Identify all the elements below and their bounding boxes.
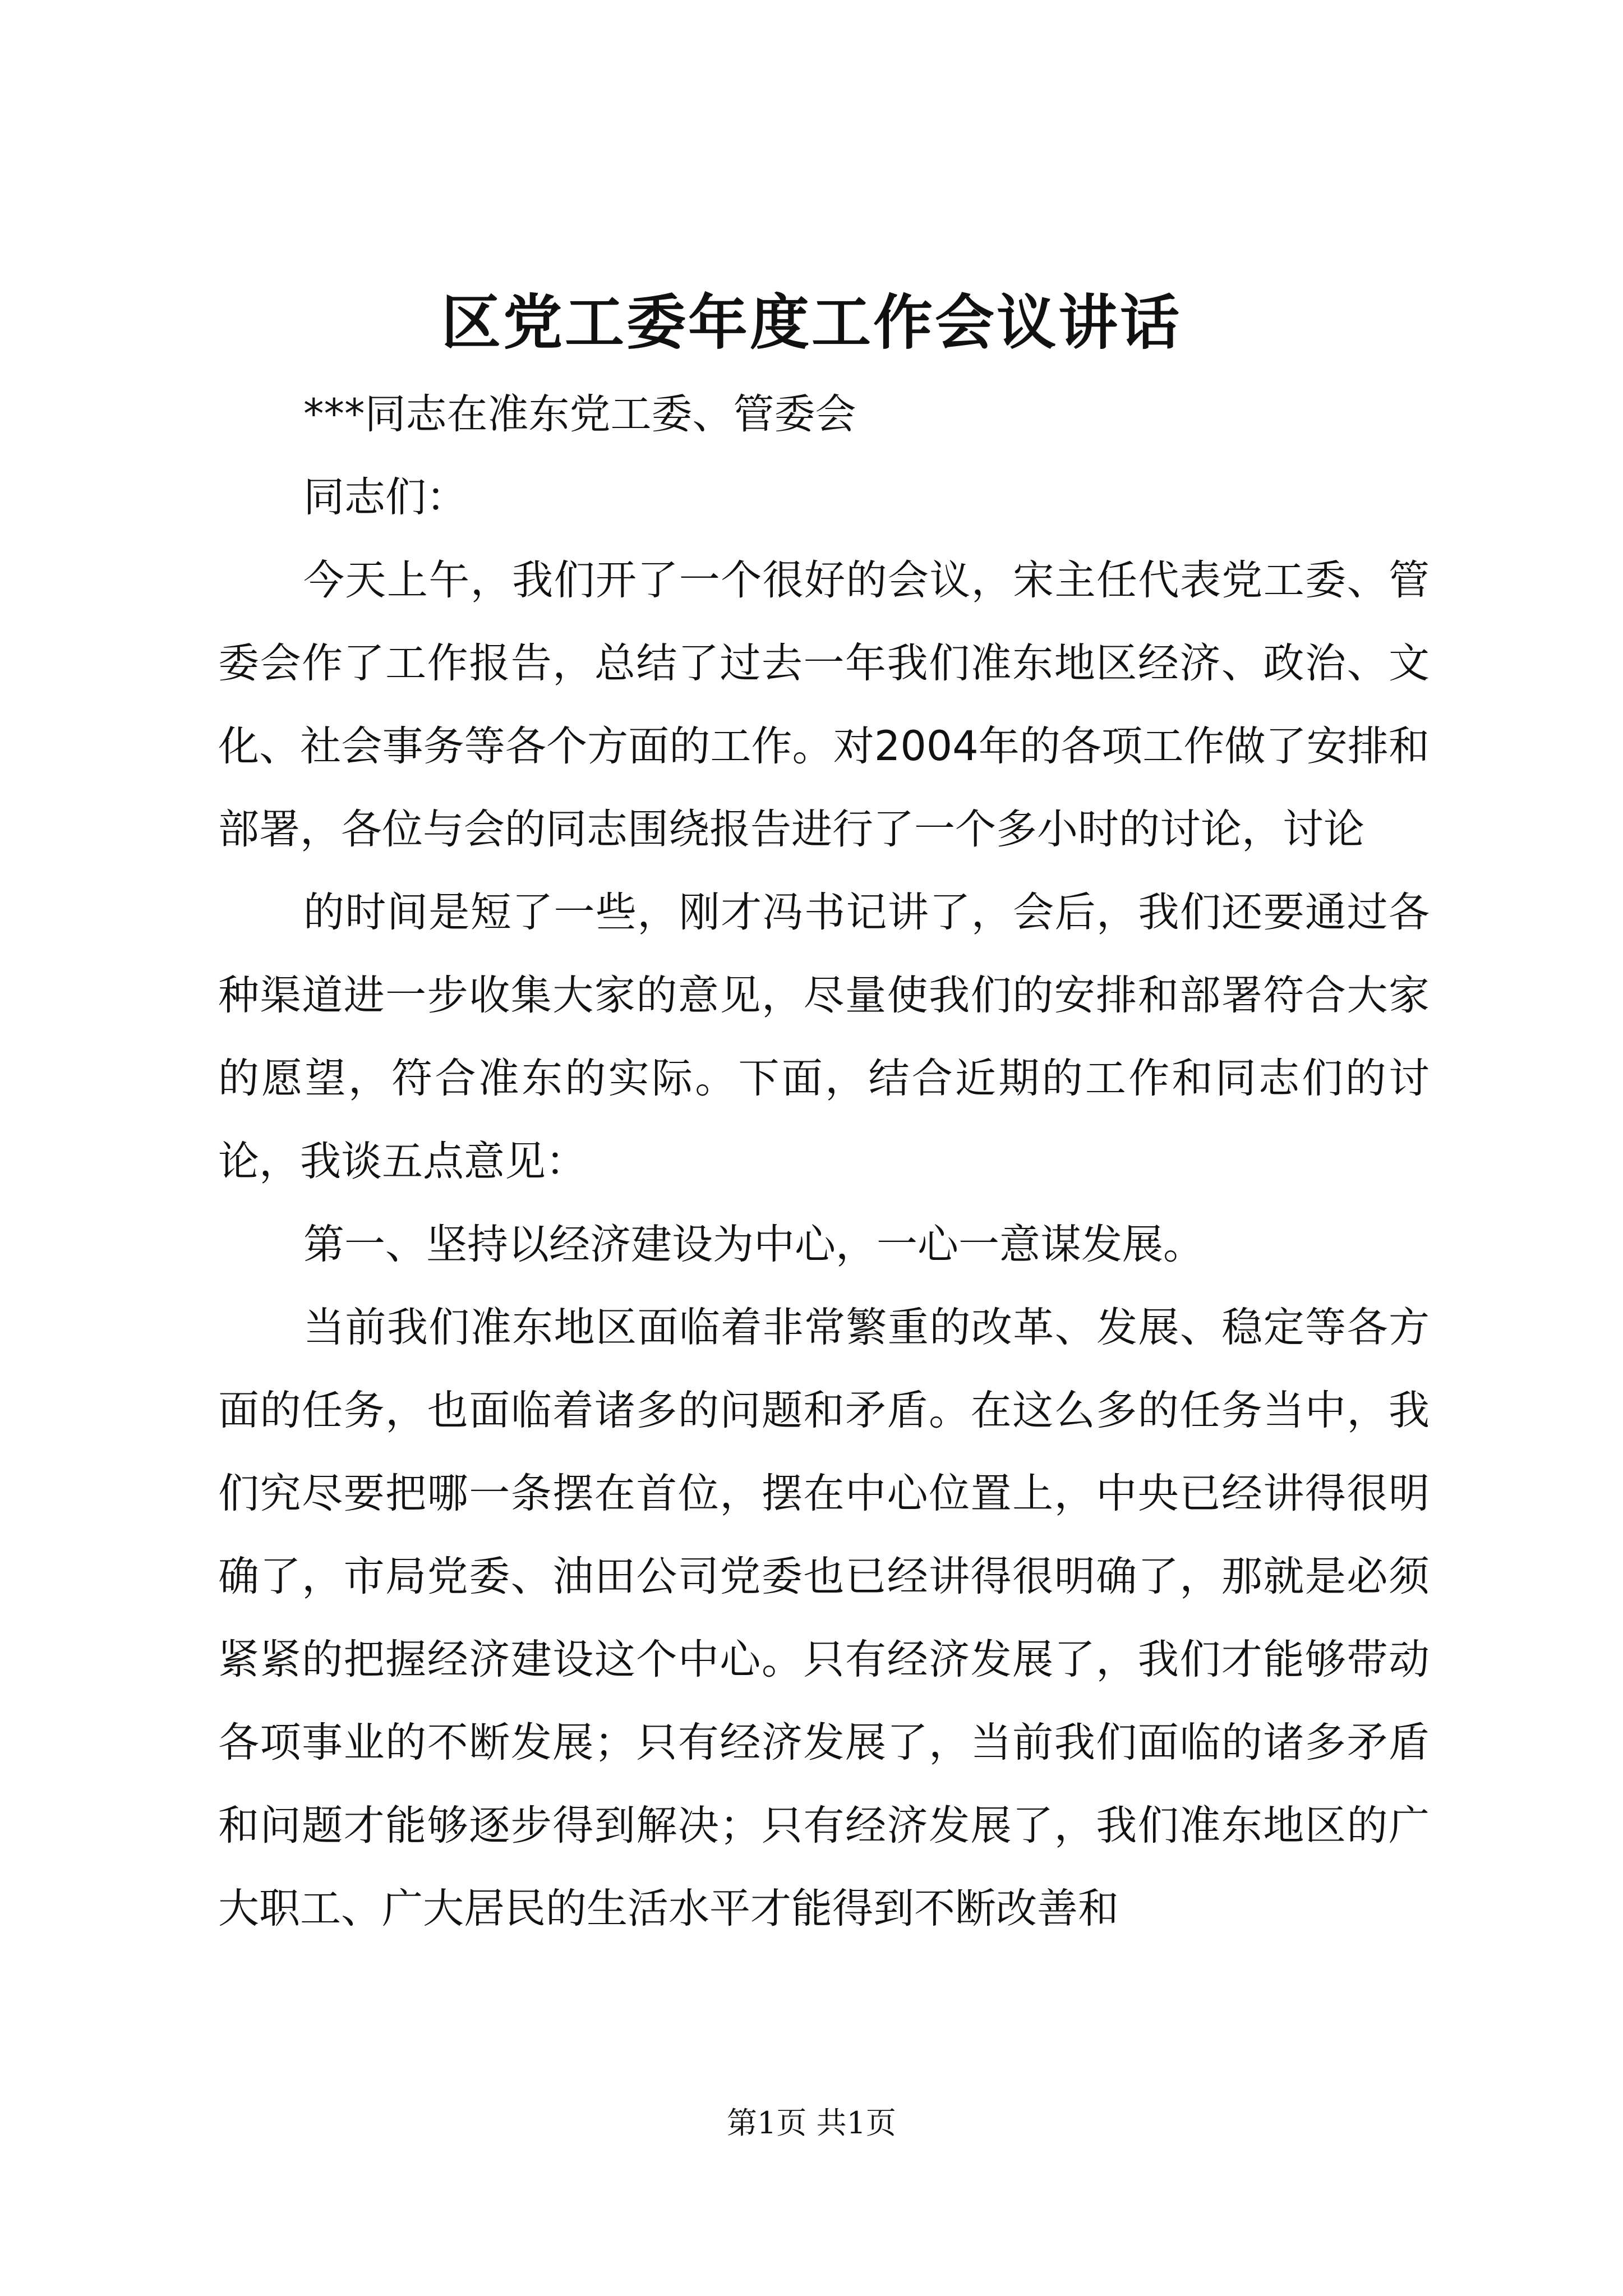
- section-heading: 第一、坚持以经济建设为中心，一心一意谋发展。: [303, 1221, 1204, 1268]
- body-paragraph: 今天上午，我们开了一个很好的会议，宋主任代表党工委、管委会作了工作报告，总结了过去一年我们准东地区经济、政治、文化、社会事务等各个方面的工作。对2004年的各项工作做了安排和部署，各位与会的同志围绕报告进行了一个多小时的讨论，讨论: [218, 556, 1430, 853]
- document-title: 区党工委年度工作会议讲话: [441, 287, 1182, 357]
- salutation: 同志们：: [303, 473, 467, 521]
- page-number: 第1页 共1页: [727, 2105, 896, 2141]
- body-paragraph: 的时间是短了一些，刚才冯书记讲了，会后，我们还要通过各种渠道进一步收集大家的意见，尽量使我们的安排和部署符合大家的愿望，符合准东的实际。下面，结合近期的工作和同志们的讨论，我谈五点意见：: [218, 889, 1430, 1185]
- speaker-line: ***同志在准东党工委、管委会: [303, 390, 856, 438]
- page-footer: [0, 2101, 1623, 2146]
- document-body: [218, 373, 1430, 1950]
- body-paragraph: 当前我们准东地区面临着非常繁重的改革、发展、稳定等各方面的任务，也面临着诸多的问题和矛盾。在这么多的任务当中，我们究尽要把哪一条摆在首位，摆在中心位置上，中央已经讲得很明确了，市局党委、油田公司党委也已经讲得很明确了，那就是必须紧紧的把握经济建设这个中心。只有经济发展了，我们才能够带动各项事业的不断发展；只有经济发展了，当前我们面临的诸多矛盾和问题才能够逐步得到解决；只有经济发展了，我们准东地区的广大职工、广大居民的生活水平才能得到不断改善和: [218, 1304, 1430, 1932]
